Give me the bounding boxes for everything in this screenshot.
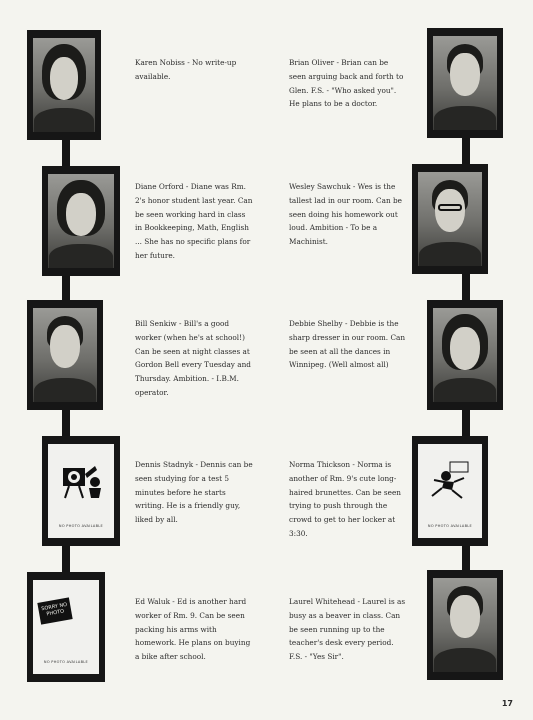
student-blurb: Debbie Shelby - Debbie is the sharp dresser in our room. Can be seen at all the dances in Winnipeg. (Well almost all) xyxy=(289,319,406,370)
student-blurb: Norma Thickson - Norma is another of Rm. 9's cute long-haired brunettes. Can be seen trying to push through the crowd to get to her locker at 3:30. xyxy=(289,460,401,538)
student-blurb: Dennis Stadnyk - Dennis can be seen studying for a test 5 minutes before he starts writing. He is a friendly guy, liked by all. xyxy=(135,460,253,525)
student-blurb: Bill Senkiw - Bill's a good worker (when he's at school!) Can be seen at night classes at Gordon Bell every Tuesday and Thursday. Ambition. - I.B.M. operator. xyxy=(135,319,251,397)
portrait-photo xyxy=(433,36,497,130)
student-blurb: Brian Oliver - Brian can be seen arguing back and forth to Glen. F.S. - "Who asked you". He plans to be a doctor. xyxy=(289,58,404,109)
portrait-frame-brian-oliver xyxy=(427,28,503,138)
page-number: 17 xyxy=(501,699,513,708)
student-blurb: Wesley Sawchuk - Wes is the tallest lad in our room. Can be seen doing his homework out loud. Ambition - To be a Machinist. xyxy=(289,182,402,247)
no-photo-placeholder xyxy=(33,580,99,674)
student-blurb: Karen Nobiss - No write-up available. xyxy=(135,58,237,81)
student-blurb: Laurel Whitehead - Laurel is as busy as a beaver in class. Can be seen running up to the teacher's desk every period. F.S. - "Yes Sir". xyxy=(289,597,406,662)
no-photo-label: NO PHOTO AVAILABLE xyxy=(58,524,104,528)
portrait-photo xyxy=(33,308,97,402)
no-photo-label: NO PHOTO AVAILABLE xyxy=(427,524,473,528)
portrait-frame-bill-senkiw xyxy=(27,300,103,410)
portrait-photo xyxy=(33,38,95,132)
portrait-frame-wesley-sawchuk xyxy=(412,164,488,274)
portrait-frame-karen-nobiss xyxy=(27,30,101,140)
portrait-frame-laurel-whitehead xyxy=(427,570,503,680)
student-blurb: Ed Waluk - Ed is another hard worker of Rm. 9. Can be seen packing his arms with homework. He plans on buying a bike after school. xyxy=(135,597,251,662)
no-photo-label: NO PHOTO AVAILABLE xyxy=(43,660,89,664)
portrait-frame-debbie-shelby xyxy=(427,300,503,410)
portrait-photo xyxy=(433,308,497,402)
no-photo-frame-norma-thickson xyxy=(412,436,488,546)
camera-cartoon-icon xyxy=(59,460,103,504)
running-figure-cartoon-icon xyxy=(428,460,472,504)
no-photo-frame-ed-waluk xyxy=(27,572,105,682)
portrait-photo xyxy=(418,172,482,266)
no-photo-placeholder xyxy=(418,444,482,538)
sorry-sign: SORRY NO PHOTO xyxy=(37,597,72,624)
portrait-frame-diane-orford xyxy=(42,166,120,276)
portrait-photo xyxy=(433,578,497,672)
student-blurb: Diane Orford - Diane was Rm. 2's honor student last year. Can be seen working hard in class in Bookkeeping, Math, English ... She has no specific plans for her future. xyxy=(135,182,253,260)
portrait-photo xyxy=(48,174,114,268)
no-photo-frame-dennis-stadnyk xyxy=(42,436,120,546)
no-photo-placeholder xyxy=(48,444,114,538)
